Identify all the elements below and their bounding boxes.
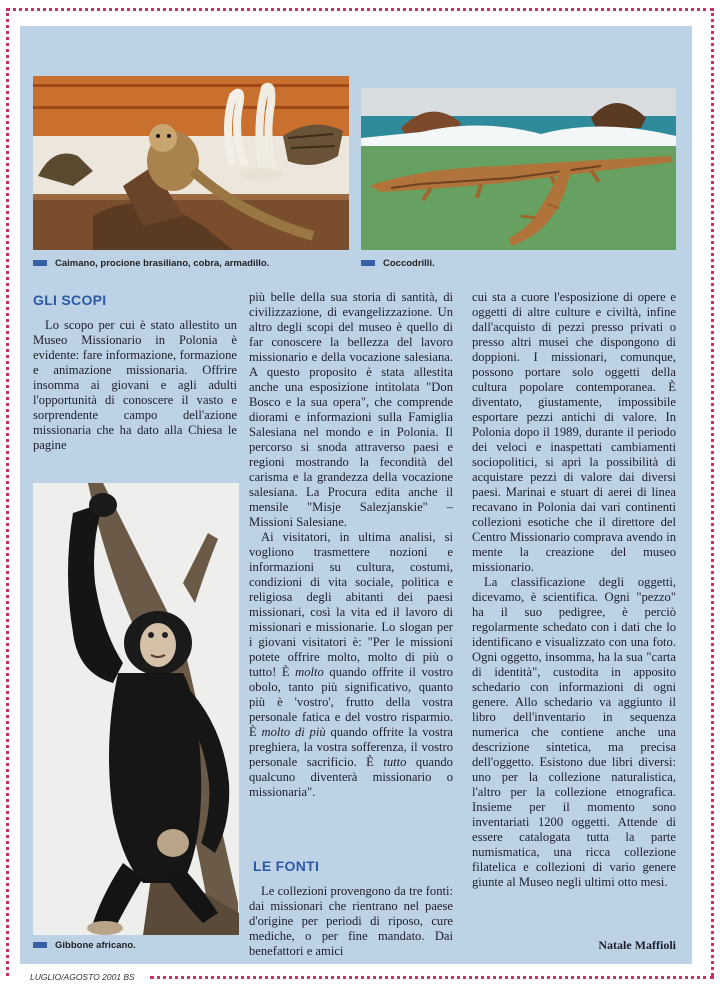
article-column-3: [472, 290, 676, 890]
decorative-dotted-border-bottom: [150, 976, 714, 979]
section-title-le-fonti: LE FONTI: [253, 858, 320, 874]
decorative-dotted-border-right: [711, 8, 714, 976]
decorative-dotted-border-left: [6, 8, 9, 976]
section-title-gli-scopi: GLI SCOPI: [33, 292, 107, 308]
author-signature: Natale Maffioli: [598, 938, 676, 952]
paragraph: più belle della sua storia di santità, di civilizzazione, di evangelizzazione. Un altro degli scopi del museo è quello di far conoscere la bellezza del lavoro missionario e della vocazione salesiana. A questo proposito è stata allestita anche una esposizione intitolata "Don Bosco e la sua opera", che comprende diorami e informazioni sulla Famiglia Salesiana nel mondo e in Polonia. Il percorso si snoda attraverso paesi e regioni mostrando la fecondità del carisma e la grandezza della vocazione salesiana. La Procura edita anche il mensile "Misje Salezjanskie" – Missioni Salesiane.: [249, 290, 453, 529]
caption-marker-icon: [33, 942, 47, 948]
page-footer: LUGLIO/AGOSTO 2001 BS: [30, 972, 135, 982]
photo-coccodrilli: [361, 88, 676, 250]
caption-marker-icon: [33, 260, 47, 266]
paragraph: Le collezioni provengono da tre fonti: dai missionari che rientrano nel paese d'origine per periodi di riposo, cure mediche, o per fine mandato. Dai benefattori e amici: [249, 884, 453, 958]
paragraph: Ai visitatori, in ultima analisi, si vogliono trasmettere nozioni e informazioni su cultura, costumi, condizioni di vita sociale, politica e religiosa degli abitanti dei paesi missionari, così la vita ed il lavoro di missionari e missionarie. Lo slogan per i giovani visitatori è: "Per le missioni potete offrire molto, molto di più o tutto! È molto quando offrite il vostro obolo, tanto più significativo, quanto più è 'vostro', frutto della vostra personale fatica e del vostro risparmio. È molto di più quando offrite la vostra preghiera, la vostra sofferenza, il vostro personale sacrificio. È tutto quando qualcuno diventerà missionario o missionaria".: [249, 530, 453, 799]
photo2-caption: Coccodrilli.: [361, 258, 435, 269]
decorative-dotted-border-top: [6, 8, 714, 11]
article-column-2: [249, 290, 453, 800]
paragraph: La classificazione degli oggetti, dicevamo, è scientifica. Ogni "pezzo" ha il suo pedigree, è perciò regolarmente schedato con i dati che lo identificano e visualizzato con una foto. Ogni oggetto, insomma, ha la sua "carta di identità", custodita in apposito schedario con informazioni di ogni genere. Allo schedario va aggiunto il libro dell'inventario in sequenza numerica che contiene anche una descrizione sintetica, ma precisa dell'oggetto. Esistono due libri diversi: uno per la collezione naturalistica, l'altro per la collezione etnografica. Insieme per il momento sono inventariati 1200 oggetti. Attende di essere catalogata tutta la parte numismatica, una ricca collezione filatelica e collezioni di vario genere giunte al Museo negli ultimi otto mesi.: [472, 575, 676, 889]
photo1-caption: Caimano, procione brasiliano, cobra, armadillo.: [33, 258, 269, 269]
caption-marker-icon: [361, 260, 375, 266]
photo-caimano-procione: [33, 76, 349, 250]
photo-gibbone: [33, 483, 239, 935]
article-column-2-continued: [249, 884, 453, 959]
article-column-1: [33, 318, 237, 453]
photo3-caption: Gibbone africano.: [33, 940, 136, 951]
paragraph: cui sta a cuore l'esposizione di opere e oggetti di altre culture e civiltà, infine dall'acquisto di pezzi presso privati o presso altri musei che dispongono di doppioni. I missionari, comunque, possono portare solo oggetti della cultura popolare contemporanea. È diventato, giustamente, impossibile esportare pezzi antichi di valore. In Polonia dopo il 1989, durante il periodo dei veloci e inaspettati cambiamenti sociopolitici, si aprì la possibilità di acquistare pezzi di valore dai diversi paesi. Marinai e stuart di aerei di linea recavano in Polonia dai vari continenti collezioni esotiche che il direttore del Centro Missionario comprava avendo in mente la creazione del museo missionario.: [472, 290, 676, 574]
paragraph: Lo scopo per cui è stato allestito un Museo Missionario in Polonia è evidente: fare informazione, formazione e animazione missionaria. Offrire insomma ai giovani e agli adulti l'opportunità di conoscere il vasto e sorprendente campo dell'azione missionaria che ha dato alla Chiesa le pagine: [33, 318, 237, 452]
